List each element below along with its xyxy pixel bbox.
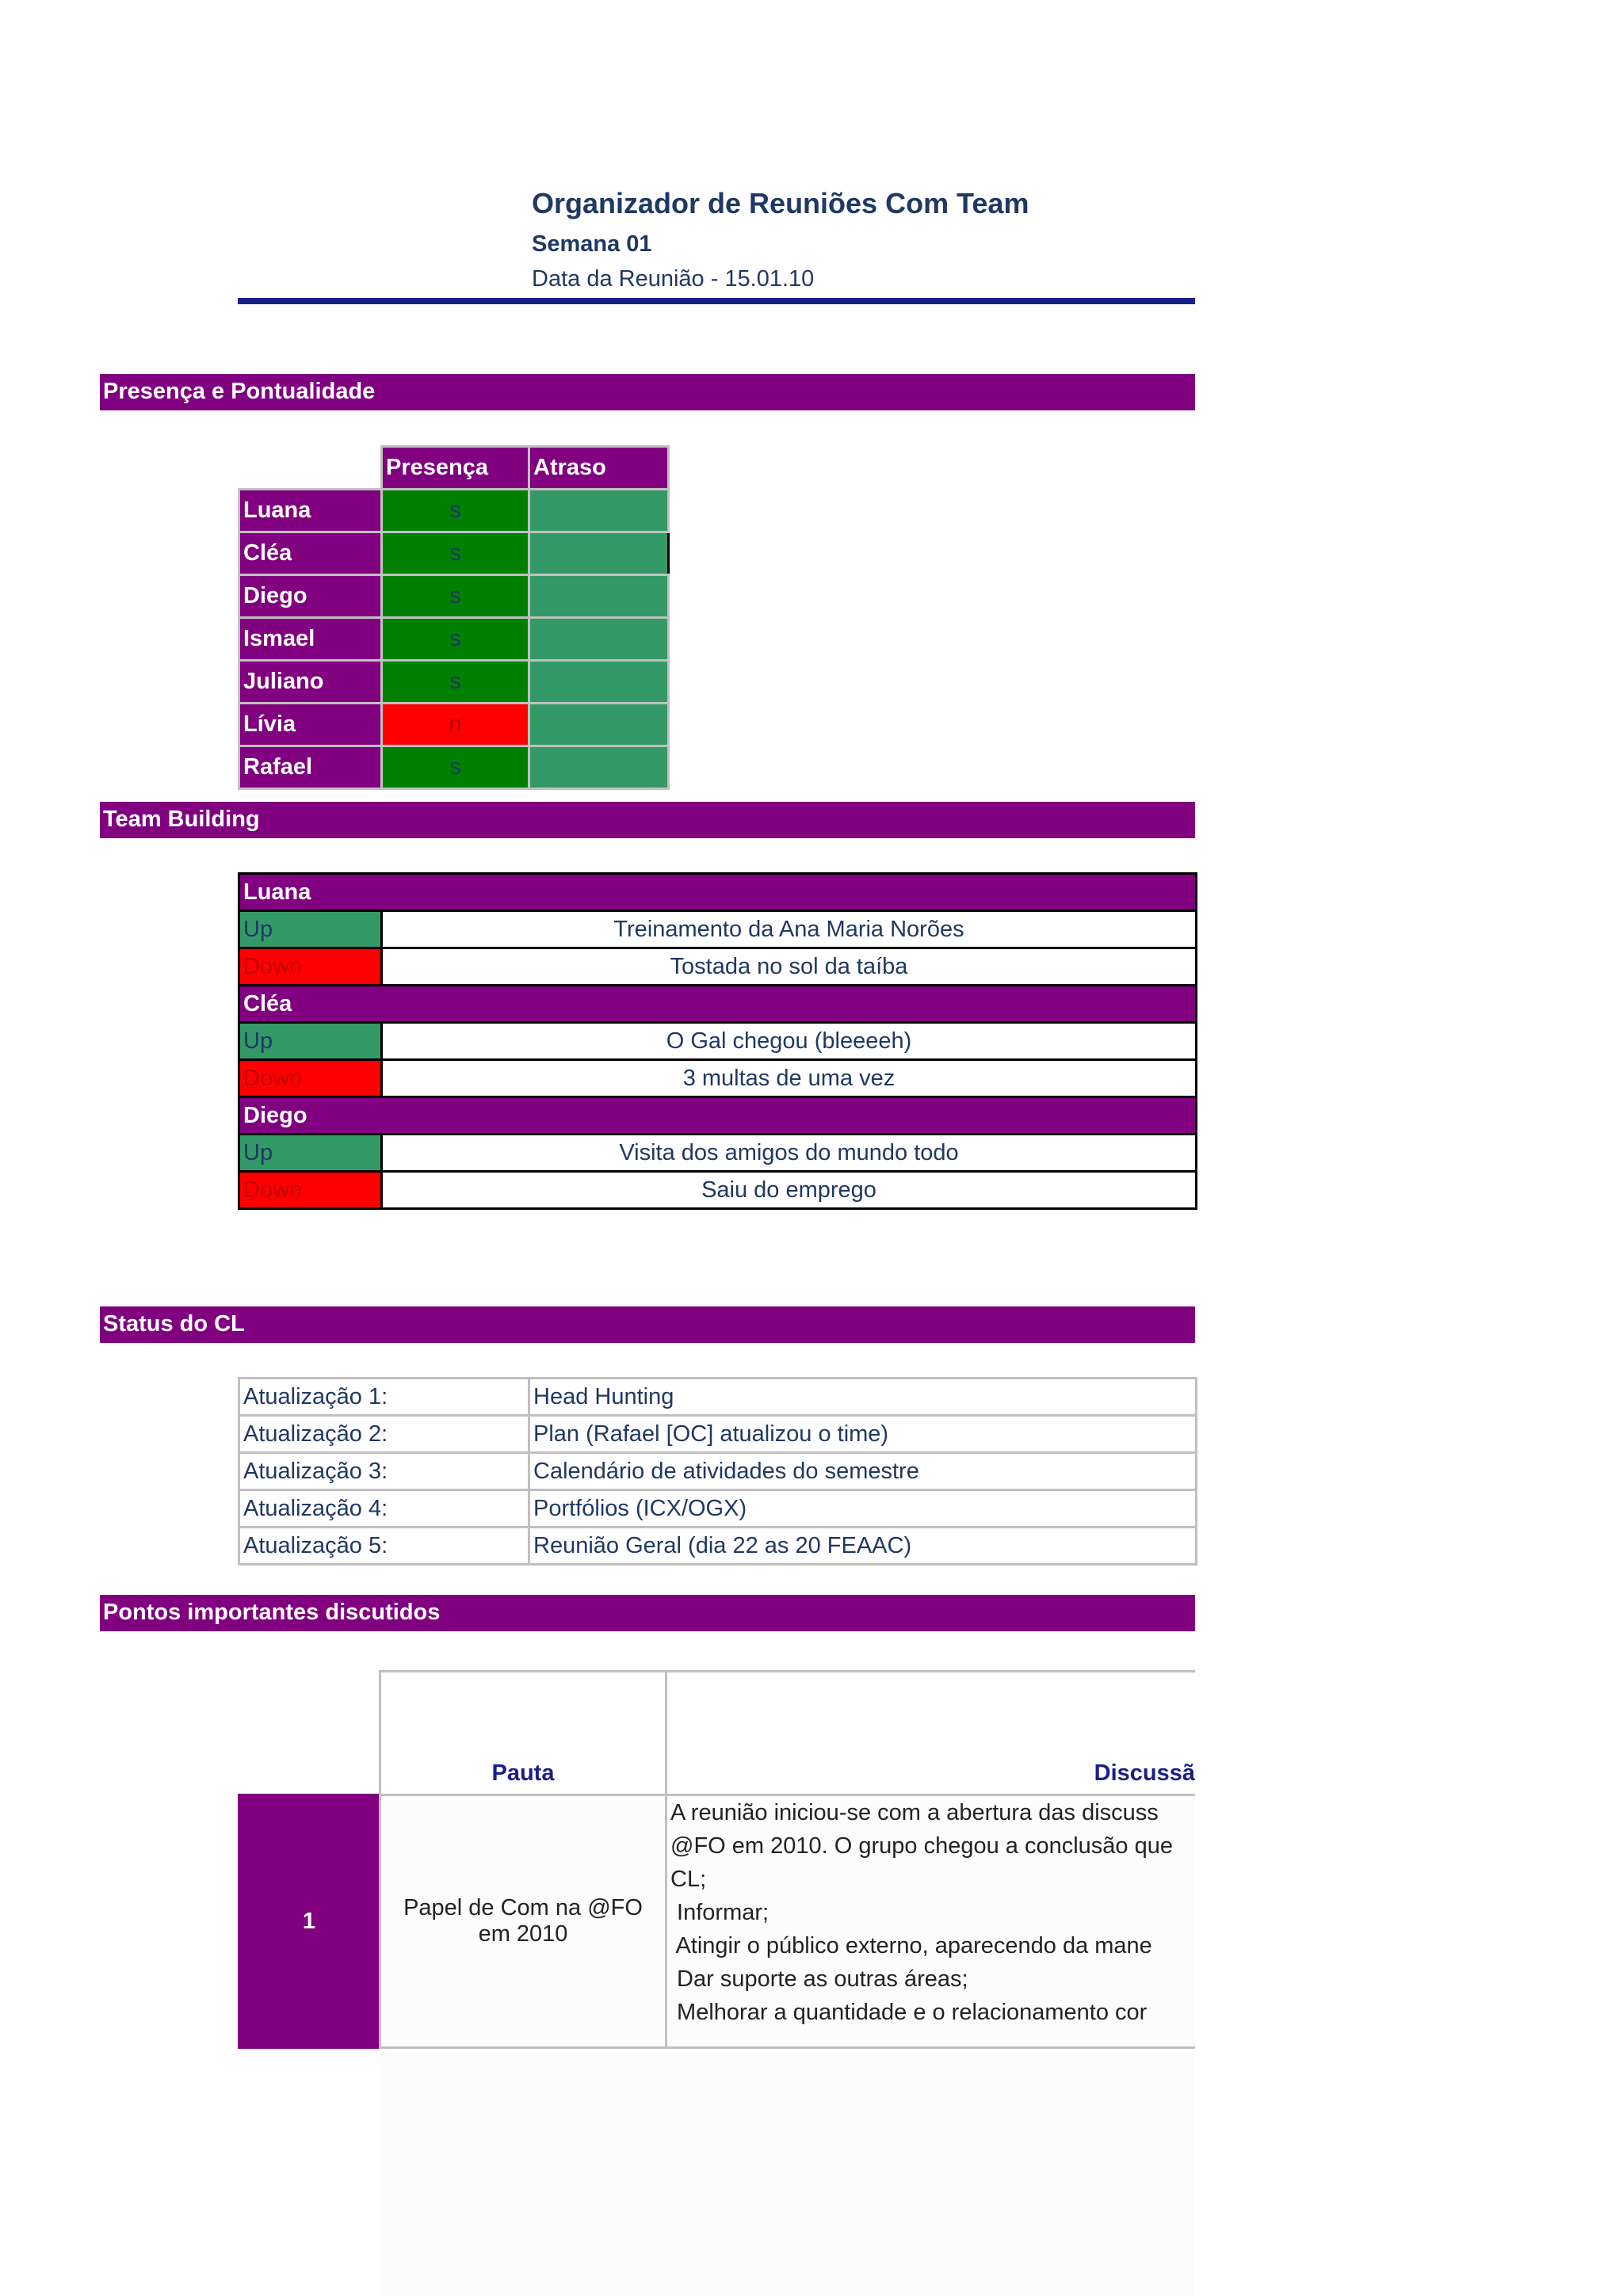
status-value[interactable]: Reunião Geral (dia 22 as 20 FEAAC) xyxy=(529,1527,1197,1565)
column-header-presence: Presença xyxy=(382,447,529,490)
attendance-row xyxy=(239,575,669,618)
section-attendance: Presença e Pontualidade xyxy=(100,374,1195,410)
team-building-up-row xyxy=(239,1135,1197,1172)
team-building-person-row xyxy=(239,986,1197,1023)
section-status: Status do CL xyxy=(100,1306,1195,1343)
team-building-table xyxy=(238,872,1197,1210)
up-text[interactable]: Visita dos amigos do mundo todo xyxy=(382,1135,1197,1172)
down-text[interactable]: Saiu do emprego xyxy=(382,1172,1197,1209)
attendance-corner xyxy=(239,447,382,490)
late-cell[interactable] xyxy=(529,704,669,746)
sheet-background-shade xyxy=(380,2049,1195,2296)
attendance-header-row xyxy=(239,447,669,490)
meeting-date: Data da Reunião - 15.01.10 xyxy=(532,266,815,292)
presence-cell[interactable]: s xyxy=(382,490,529,532)
attendance-row xyxy=(239,618,669,661)
presence-cell[interactable]: s xyxy=(382,746,529,789)
late-cell[interactable] xyxy=(529,746,669,789)
attendee-name: Cléa xyxy=(239,532,382,575)
presence-cell[interactable]: s xyxy=(382,575,529,618)
attendee-name: Diego xyxy=(239,575,382,618)
pauta-header-label: Pauta xyxy=(491,1760,555,1786)
status-row xyxy=(239,1527,1197,1565)
discussion-line: Dar suporte as outras áreas; xyxy=(670,1966,968,1992)
down-label: Down xyxy=(239,1060,382,1097)
team-member-name: Luana xyxy=(239,874,1197,911)
presence-cell[interactable]: s xyxy=(382,618,529,661)
status-value[interactable]: Plan (Rafael [OC] atualizou o time) xyxy=(529,1416,1197,1453)
down-text[interactable]: Tostada no sol da taíba xyxy=(382,948,1197,986)
discussion-line: CL; xyxy=(670,1867,707,1892)
down-label: Down xyxy=(239,1172,382,1209)
discussion-line: A reunião iniciou-se com a abertura das discuss xyxy=(670,1800,1159,1825)
status-value[interactable]: Calendário de atividades do semestre xyxy=(529,1453,1197,1490)
discussion-line: @FO em 2010. O grupo chegou a conclusão que xyxy=(670,1833,1173,1859)
attendee-name: Rafael xyxy=(239,746,382,789)
point-pauta[interactable] xyxy=(379,1794,667,2049)
team-building-up-row xyxy=(239,911,1197,948)
discussion-header-label: Discussã xyxy=(1094,1760,1195,1786)
attendee-name: Luana xyxy=(239,490,382,532)
status-label: Atualização 3: xyxy=(239,1453,529,1490)
discussion-line: Informar; xyxy=(670,1900,769,1925)
attendance-table xyxy=(238,445,670,790)
header-divider xyxy=(238,298,1195,304)
section-points: Pontos importantes discutidos xyxy=(100,1595,1195,1631)
late-cell[interactable] xyxy=(529,490,669,532)
status-table xyxy=(238,1377,1197,1566)
status-row xyxy=(239,1490,1197,1527)
team-building-down-row xyxy=(239,1060,1197,1097)
attendee-name: Juliano xyxy=(239,661,382,704)
up-label: Up xyxy=(239,1135,382,1172)
status-row xyxy=(239,1379,1197,1416)
team-building-person-row xyxy=(239,874,1197,911)
status-label: Atualização 1: xyxy=(239,1379,529,1416)
presence-cell[interactable]: s xyxy=(382,661,529,704)
status-value[interactable]: Portfólios (ICX/OGX) xyxy=(529,1490,1197,1527)
point-pauta-text: Papel de Com na @FO em 2010 xyxy=(403,1895,643,1947)
down-text[interactable]: 3 multas de uma vez xyxy=(382,1060,1197,1097)
down-label: Down xyxy=(239,948,382,986)
team-building-person-row xyxy=(239,1097,1197,1135)
attendance-row xyxy=(239,746,669,789)
team-building-down-row xyxy=(239,948,1197,986)
up-text[interactable]: Treinamento da Ana Maria Norões xyxy=(382,911,1197,948)
team-member-name: Cléa xyxy=(239,986,1197,1023)
presence-cell[interactable]: n xyxy=(382,704,529,746)
column-header-late: Atraso xyxy=(529,447,669,490)
attendee-name: Ismael xyxy=(239,618,382,661)
attendance-row xyxy=(239,532,669,575)
late-cell[interactable] xyxy=(529,532,669,575)
attendance-row xyxy=(239,661,669,704)
late-cell[interactable] xyxy=(529,661,669,704)
status-label: Atualização 4: xyxy=(239,1490,529,1527)
team-building-up-row xyxy=(239,1023,1197,1060)
team-building-down-row xyxy=(239,1172,1197,1209)
attendance-row xyxy=(239,704,669,746)
late-cell[interactable] xyxy=(529,575,669,618)
week-label: Semana 01 xyxy=(532,231,652,257)
section-team-building: Team Building xyxy=(100,802,1195,838)
status-row xyxy=(239,1416,1197,1453)
attendance-row xyxy=(239,490,669,532)
team-member-name: Diego xyxy=(239,1097,1197,1135)
up-label: Up xyxy=(239,911,382,948)
status-row xyxy=(239,1453,1197,1490)
up-text[interactable]: O Gal chegou (bleeeeh) xyxy=(382,1023,1197,1060)
discussion-line: Melhorar a quantidade e o relacionamento cor xyxy=(670,2000,1148,2025)
up-label: Up xyxy=(239,1023,382,1060)
status-label: Atualização 5: xyxy=(239,1527,529,1565)
point-discussion[interactable] xyxy=(665,1794,1195,2049)
status-value[interactable]: Head Hunting xyxy=(529,1379,1197,1416)
attendee-name: Lívia xyxy=(239,704,382,746)
late-cell[interactable] xyxy=(529,618,669,661)
presence-cell[interactable]: s xyxy=(382,532,529,575)
page-title: Organizador de Reuniões Com Team xyxy=(532,187,1029,219)
point-number: 1 xyxy=(238,1794,380,2049)
status-label: Atualização 2: xyxy=(239,1416,529,1453)
discussion-line: Atingir o público externo, aparecendo da mane xyxy=(670,1933,1152,1958)
